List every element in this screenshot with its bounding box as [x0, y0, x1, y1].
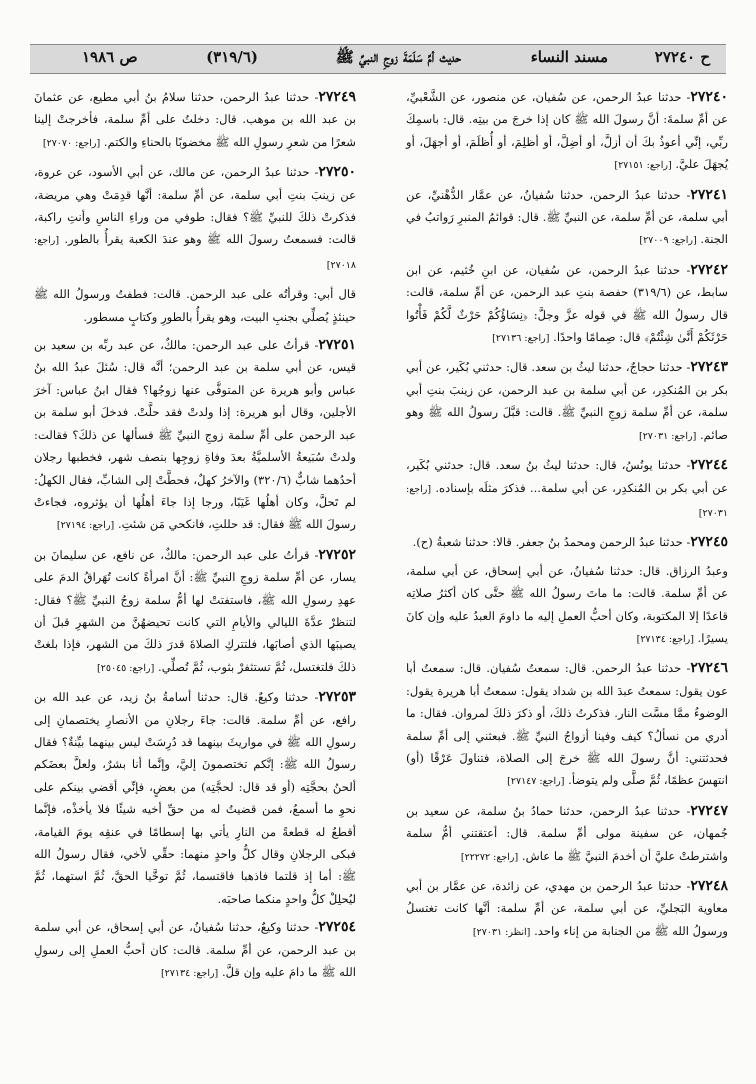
hadith-number: ٢٧٢٤٥ — [690, 534, 728, 551]
hadith-paragraph — [34, 544, 356, 680]
hadith-paragraph — [406, 531, 728, 553]
hadith-paragraph — [406, 259, 728, 351]
cross-reference: [راجع: ٢٧٠٣١] — [406, 483, 728, 519]
hadith-number: ٢٧٢٤٤ — [690, 457, 728, 474]
cross-reference: [راجع: ٢٧٠٧٠] — [42, 137, 101, 149]
hadith-paragraph — [406, 657, 728, 793]
hadith-text: - حدثنا حجاجٌ، حدثنا ليثُ بن سعد. قال: حدثني بُكَير، عن أبي بكر بن المُنكدِر، عن أبي سلمة بن عبد الرحمن، عن زينبَ بنتِ أبي سلمة، عن أمِّ سلمة زوجِ النبيِّ ﷺ. قالت: قبَّلَ رسولُ الله ﷺ وهو صائم. — [406, 360, 728, 442]
cross-reference: [راجع: ٢٧١٤٧] — [507, 776, 565, 788]
hadith-range: ح ٢٧٢٤٠ — [654, 48, 710, 66]
page-header — [30, 44, 726, 74]
hadith-paragraph — [34, 283, 356, 328]
cross-reference: [راجع: ٢٢٢٧٢] — [460, 851, 519, 863]
hadith-text: - حدثنا عبدُ الرحمن بن مهدي، عن زائدة، عن عمَّار بن أبي معاوية البَجليِّ، عن أبي سلمة، عن أمِّ سلمة: أنَّها كانت تغتسلُ ورسولُ الله ﷺ من الجنابة من إناء واحد. — [406, 879, 728, 938]
hadith-text: وعبدُ الرزاق. قال: حدثنا سُفيانُ، عن أبي إسحاق، عن أبي سلمة، عن أمِّ سلمة. قالت: ما ماتَ رسولُ الله ﷺ حتَّى كان أكثرُ صلاتِه قاعدًا إلا المكتوبة، وكان أحبُّ العملِ إليه ما داومَ العبدُ عليه وإن كانَ يسيرًا. — [406, 563, 728, 645]
cross-reference: [راجع: ٢٧١٣٦] — [492, 333, 550, 345]
hadith-paragraph — [34, 334, 356, 538]
hadith-number: ٢٧٢٥١ — [318, 337, 356, 354]
hadith-number: ٢٧٢٤٦ — [690, 660, 728, 677]
hadith-paragraph — [406, 184, 728, 253]
hadith-number: ٢٧٢٥٣ — [318, 689, 356, 706]
hadith-paragraph — [406, 86, 728, 178]
hadith-text: - قرأتُ على عبد الرحمن: مالكٌ، عن عبد ربِّه بن سعيد بن قيس، عن أبي سلمة بن عبد الرحمن؛ أنَّه قال: سُئلَ عبدُ الله بنُ عباس وأبو هريرة عن المتوفَّى عنها زوجُها؟ فقال ابنُ عباس: آخرَ الأجلين، وقال أبو هريرة: إذا ولدتْ فقد حلَّتْ. فدخلَ أبو سلمة بن عبد الرحمن على أمِّ سلمة زوجِ النبيِّ ﷺ فسألها عن ذلكَ؟ فقالت: ولدتْ سُبَيعةُ الأسلميَّةُ بعدَ وفاةِ زوجِها بنصف شهر، فخطبها رجلان أحدُهما شابٌّ (٣٢٠/٦) والآخرُ كهلٌ، فحطَّتْ إلى الشابِّ، فقال الكهلُ: لم تَحلَّ، وكان أهلُها غَيَبًا، ورجا إذا جاءَ أهلُها أن يؤثروه، فجاءتْ رسولَ الله ﷺ فقال: قد حللتِ، فانكحي مَن شئتِ. — [34, 338, 356, 532]
hadith-paragraph — [34, 86, 356, 155]
section-title: حديث أمِّ سَلَمَةَ زوجِ النبيِّ ﷺ — [335, 48, 461, 66]
hadith-number: ٢٧٢٤٣ — [690, 359, 728, 376]
hadith-text: - حدثنا عبدُ الرحمن. قال: سمعتُ سُفيان. قال: سمعتُ أبا عون يقول: سمعتُ عبدَ الله بن شداد يقول: سمعتُ أبا هريرة يقول: الوضوءُ ممَّا مسَّت النار. فذكرتُ ذلكَ، أو ذكرَ ذلكَ لمروان. فقال: ما أدري من نسألُ؟ كيف وفينا أزواجُ النبيِّ ﷺ. فبعثني إلى أمِّ سلمة فحدثتني: أنَّ رسولَ الله ﷺ خرجَ إلى الصلاة، فتناولَ عَرْقًا (أو) انتهسَ عظمًا، ثُمَّ صلَّى ولم يتوضأ. — [406, 661, 728, 788]
hadith-number: ٢٧٢٤٠ — [690, 89, 728, 105]
hadith-number: ٢٧٢٥٠ — [318, 164, 356, 181]
hadith-text: - حدثنا عبدُ الرحمن، حدثنا سُفيانُ، عن عمَّار الدُّهْنيِّ، عن أبي سلمة، عن أمِّ سلمة، عن النبيِّ ﷺ. قال: قوائمُ المنبرِ رَواتبُ في الجنة. — [406, 187, 728, 247]
hadith-number: ٢٧٢٤٨ — [690, 878, 728, 894]
hadith-text: - حدثنا عبدُ الرحمن، عن سُفيان، عن ابنِ خُثيم، عن ابن سابط، عن (٣١٩/٦) حفصة بنتِ عبد الرحمن، عن أمِّ سلمة، قالت: قال رسولُ الله ﷺ في قوله عزَّ وجلَّ: ﴿نِسَاؤُكُمْ حَرْثٌ لَّكُمْ فَأْتُوا حَرْثَكُمْ أَنَّىٰ شِئْتُمْ﴾ قال: صِمامًا واحدًا. — [406, 262, 728, 345]
hadith-text: - قرأتُ على عبد الرحمن: مالكٌ، عن نافع، عن سليمانَ بن يسار، عن أمِّ سلمة زوجِ النبيِّ ﷺ: أنَّ امرأةً كانت تُهَراقُ الدمَ على عهدِ رسولِ الله ﷺ، فاستفتتْ لها أمُّ سلمة زوجُ النبيِّ ﷺ؟ فقال: لتنظرْ عدَّةَ الليالي والأيامِ التي كانت تحيضهُنَّ من الشهرِ قبلَ أن يصيبَها الذي أصابَها، فلتتركِ الصلاةَ قدرَ ذلكَ من الشهر، فإذا بلغتْ ذلكَ فلتغتسل، ثُمَّ تستثفرْ بثوب، ثُمَّ تُصلِّي. — [34, 547, 356, 674]
hadith-paragraph — [34, 161, 356, 277]
cross-reference: [راجع: ٢٧٠٠٩] — [639, 235, 697, 247]
hadith-paragraph — [406, 875, 728, 944]
hadith-text: - حدثنا وكيعٌ، حدثنا سُفيانُ، عن أبي إسحاق، عن أبي سلمة بن عبد الرحمن، عن أمِّ سلمة. قالت: كان أحبُّ العملِ إلى رسولِ الله ﷺ ما دامَ عليه وإن قلَّ. — [34, 920, 356, 980]
hadith-paragraph — [406, 356, 728, 448]
hadith-number: ٢٧٢٥٤ — [318, 919, 356, 936]
hadith-number: ٢٧٢٤١ — [690, 186, 728, 203]
cross-reference: [راجع: ٢٧٠٣١] — [638, 430, 697, 442]
hadith-text: - حدثنا عبدُ الرحمن، حدثنا حمادُ بنُ سلمة، عن سعيد بن جُمهان، عن سفينة مولى أمِّ سلمة. قال: أعتقتني أمُّ سلمة واشترطتْ عليَّ أن أخدمَ النبيَّ ﷺ ما عاش. — [406, 803, 728, 863]
hadith-paragraph — [34, 686, 356, 910]
hadith-text: - حدثنا عبدُ الرحمن، عن مالك، عن أبي الأسود، عن عروة، عن زينبَ بنتِ أبي سلمة، عن أمِّ سلمة: أنَّها قدِمَتْ وهي مريضة، فذكرتْ ذلكَ للنبيِّ ﷺ؟ فقال: طوفي من وراءِ الناسِ وأنتِ راكبة، قالت: فسمعتُ رسولَ الله ﷺ وهو عندَ الكعبة يقرأُ بالطور. — [34, 165, 356, 247]
hadith-text: قال أبي: وقرأتُه على عبد الرحمن. قالت: فطفتُ ورسولُ الله ﷺ حينئذٍ يُصلِّي بجنبِ البيت، وهو يقرأُ بالطورِ وكتابٍ مسطور. — [34, 287, 356, 324]
left-column — [34, 86, 356, 991]
hadith-text: - حدثنا عبدُ الرحمن، حدثنا سلامُ بنُ أبي مطيع، عن عثمانَ بن عبد الله بن موهب. قال: دخلتُ على أمِّ سلمة، فأخرجتْ إلينا شعرًا من شعرِ رسولِ الله ﷺ مخضوبًا بالحناءِ والكتم. — [34, 90, 356, 149]
hadith-text: - حدثنا وكيعٌ. قال: حدثنا أسامةُ بنُ زيد، عن عبد الله بن رافع، عن أمِّ سلمة. قالت: جاءَ رجلانِ من الأنصارِ يختصمانِ إلى رسولِ الله ﷺ في مواريثَ بينهما قد دُرِسَتْ ليس بينهما بيِّنةٌ؟ فقال رسولُ الله ﷺ: إنَّكم تختصمونَ إليَّ، وإنَّما أنا بشرٌ، ولعلَّ بعضَكم ألحنُ بحجَّتِه (أو قد قال: لحجَّتِه) من بعضٍ، فإنِّي أقضي بينكم على نحوِ ما أسمعُ، فمن قضيتُ له من حقِّ أخيه شيئًا فلا يأخذْه، فإنَّما أقطعُ له قطعةً من النارِ يأتي بها إسطامًا في عنقِه يومَ القيامة، فبكى الرجلانِ وقال كلُّ واحدٍ منهما: حقِّي لأخي، فقال رسولُ الله ﷺ: أما إذ قلتما فاذهبا فاقتسما، ثُمَّ توخَّيا الحقَّ، ثُمَّ استهما، ثُمَّ ليُحلِلْ كلُّ واحدٍ منكما صاحبَه. — [34, 690, 356, 906]
hadith-number: ٢٧٢٤٧ — [690, 802, 728, 819]
volume-part: (٣١٩/٦) — [206, 48, 258, 66]
hadith-paragraph — [406, 560, 728, 652]
cross-reference: [راجع: ٢٧١٣٤] — [160, 968, 219, 980]
hadith-text: - حدثنا يونُسُ، قال: حدثنا ليثُ بنُ سعد. قال: حدثني بُكَير، عن أبي بكر بن المُنكدِر، عن أبي سلمة... فذكرَ مثلَه بإسناده. — [406, 458, 728, 495]
cross-reference: [راجع: ٢٧١٩٤] — [56, 520, 115, 532]
right-column — [406, 86, 728, 950]
hadith-text: - حدثنا عبدُ الرحمن ومحمدُ بنُ جعفر. قالا: حدثنا شعبةُ (ح). — [412, 535, 691, 550]
cross-reference: [انظر: ٢٧٠٣١] — [472, 926, 531, 938]
page-number: ص ١٩٨٦ — [82, 48, 138, 66]
hadith-paragraph — [406, 800, 728, 869]
hadith-number: ٢٧٢٤٩ — [318, 89, 356, 105]
hadith-text: - حدثنا عبدُ الرحمن، عن سُفيان، عن منصور، عن الشَّعْبيِّ، عن أمِّ سلمةَ: أنَّ رسولَ الله ﷺ كان إذا خرجَ من بيتِه. قال: باسمِكَ ربِّي، إنِّي أعوذُ بكَ أن أزلَّ، أو أضِلَّ، أو أظلِمَ، أو أُظلَمَ، أو أجهَلَ، أو يُجهَلَ عليَّ. — [406, 90, 728, 172]
musnad-title: مسند النساء — [530, 48, 608, 66]
hadith-paragraph — [406, 454, 728, 525]
hadith-paragraph — [34, 916, 356, 985]
cross-reference: [راجع: ٢٥٠٤٥] — [97, 662, 155, 674]
cross-reference: [راجع: ٢٧١٥١] — [614, 160, 672, 172]
cross-reference: [راجع: ٢٧٠١٨] — [34, 235, 356, 271]
cross-reference: [راجع: ٢٧١٣٤] — [636, 633, 694, 645]
hadith-number: ٢٧٢٤٢ — [690, 261, 728, 278]
hadith-number: ٢٧٢٥٢ — [318, 546, 356, 563]
